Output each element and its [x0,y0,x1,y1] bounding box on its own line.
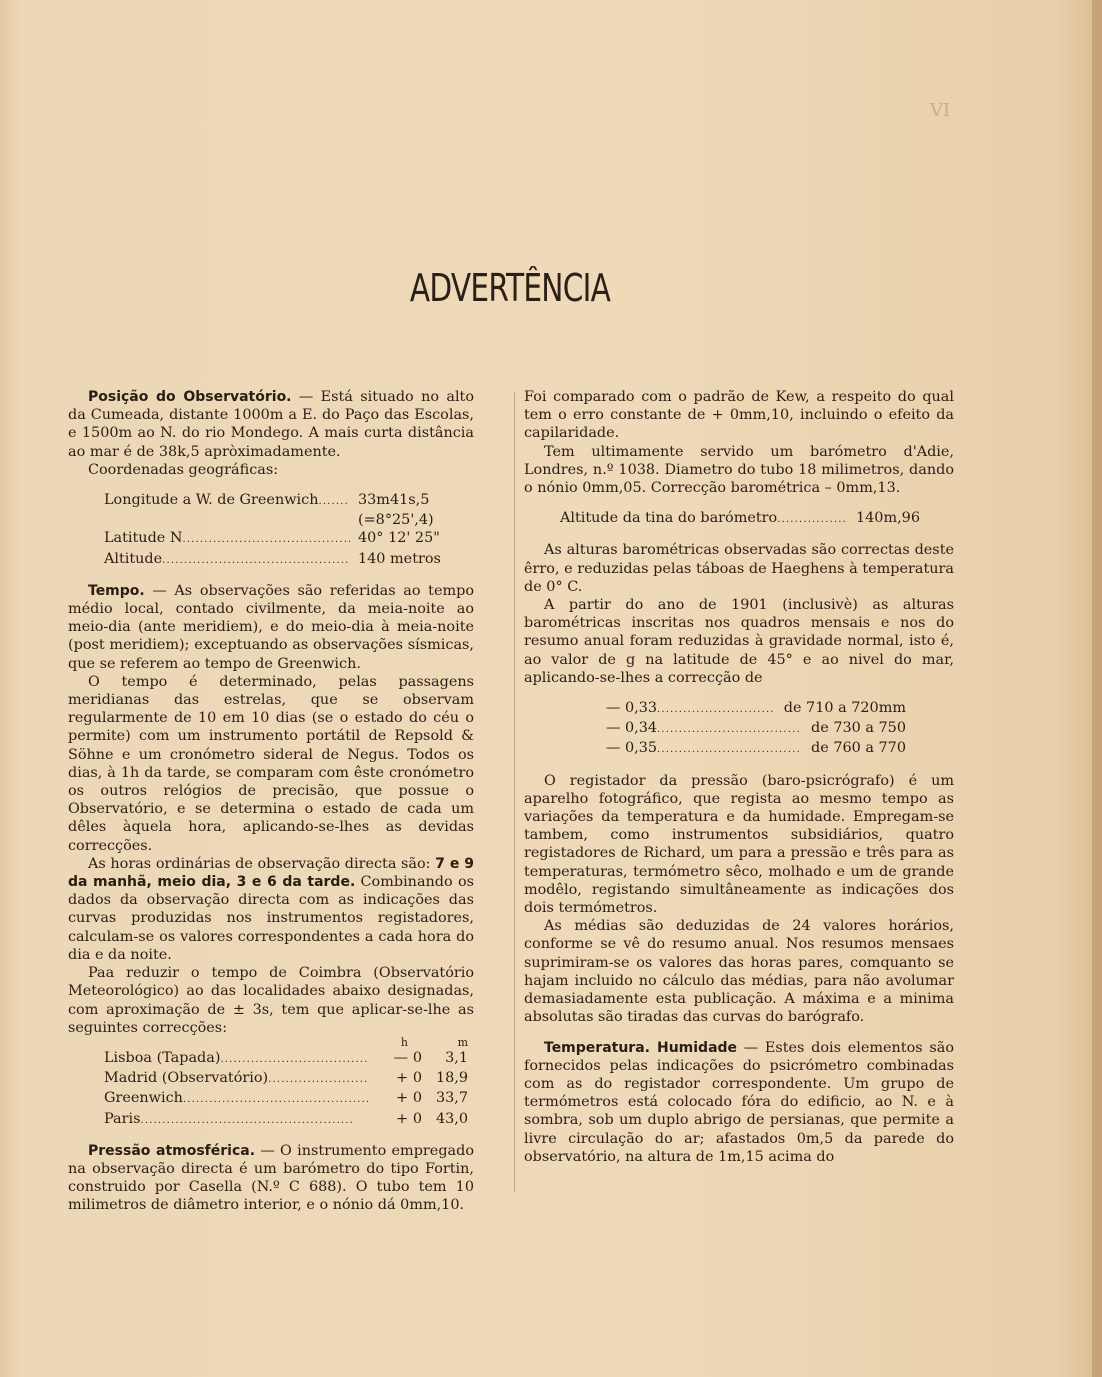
correction-hours: 0 [412,1090,422,1107]
gravity-row [606,739,906,759]
correction-minutes: 33,7 [435,1090,468,1107]
page-edge [1092,0,1102,1377]
altitude-label: Altitude da tina do barómetro [560,510,778,527]
gravity-row [606,719,906,739]
gravity-range: de 730 a 750 [811,720,906,737]
correction-sign: + [395,1110,408,1127]
right-column [524,388,954,1166]
paragraph-text: — Estes dois elementos são fornecidos pelas indicações do psicrómetro combinadas com as do registador correspondente. Um grupo de termómetros está colocado fóra do edificio, ao N. e à sombra, sob um duplo abrigo de persianas, que permite a livre circulação do ar; afastados 0m,5 da parede do observatório, na altura de 1m,15 acima do [524,1039,954,1165]
paragraph-position [68,388,474,461]
corrections-header [104,1037,468,1049]
correction-hours: 0 [412,1110,422,1127]
paragraph-text: Tem ultimamente servido um barómetro d'Adie, Londres, n.º 1038. Diametro do tubo 18 milimetros, dando o nónio 0mm,05. Correcção barométrica – 0mm,13. [524,443,954,497]
paragraph-text: Combinando os dados da observação directa com as indicações das curvas produzidas nos instrumentos registadores, calculam-se os valores correspondentes a cada hora do dia e da noite. [68,874,475,963]
section-heading: Temperatura. Humidade [544,1039,738,1056]
paragraph-hours [68,855,474,964]
correction-sign: + [395,1090,408,1107]
paragraph-text: As alturas barométricas observadas são correctas deste êrro, e reduzidas pelas táboas de Haeghens à temperatura de 0° C. [524,542,954,595]
correction-row [104,1069,468,1089]
coord-label: Longitude a W. de Greenwich [104,492,319,509]
correction-minutes: 3,1 [445,1049,468,1066]
correction-hours: 0 [412,1049,422,1066]
gravity-correction: — 0,33 [606,700,658,717]
altitude-value: 140m,96 [856,510,920,527]
correction-hours: 0 [412,1070,422,1087]
correction-minutes: 43,0 [435,1110,468,1127]
gravity-row [606,699,906,719]
left-column [68,388,474,1215]
coord-row [104,491,464,511]
gravity-range: de 710 a 720mm [783,700,906,717]
correction-place: Lisboa (Tapada) [104,1049,221,1066]
paragraph-temperature [524,1039,954,1166]
correction-row [104,1049,468,1069]
coord-value: 140 metros [358,550,441,567]
bold-text: 7 e 9 da manhã, meio dia, 3 e 6 da tarde. [68,855,474,891]
section-heading: Tempo. [88,582,145,599]
coord-title: Coordenadas geográficas: [88,461,279,478]
page-title: ADVERTÊNCIA [409,266,611,310]
gravity-correction: — 0,35 [606,740,658,757]
correction-sign: + [395,1070,408,1087]
section-heading: Pressão atmosférica. [88,1142,256,1159]
paragraph-text: O tempo é determinado, pelas passagens meridianas das estrelas, que se observam regularmente de 10 em 10 dias (se o estado do céu o permite) com um instrumento portátil de Repsold & Söhne e um cronómetro sideral de Negus. Todos os dias, à 1h da tarde, se comparam com êste cronómetro os outros relógios de precisão, que possue o Observatório, e se determina o estado de cada um dêles àquela hora, aplicando-se-lhes as devidas correcções. [68,673,474,854]
coord-value: 33m41s,5 [358,492,430,509]
page-number: VI [930,100,951,121]
correction-place: Paris [104,1110,141,1127]
paragraph-text: As médias são deduzidas de 24 valores horários, conforme se vê do resumo anual. Nos resumos mensaes suprimiram-se os valores das horas pares, comquanto se hajam incluido no cálculo das médias, para não avolumar demasiadamente esta publicação. A máxima e a minima absolutas são tiradas das curvas do barógrafo. [524,918,954,1026]
coord-row [104,550,464,570]
coord-label: Latitude N [104,530,183,547]
correction-row [104,1110,468,1130]
paragraph-text: — Está situado no alto da Cumeada, distante 1000m a E. do Paço das Escolas, e 1500m ao N. do rio Mondego. A mais curta distância ao mar é de 38k,5 apròximadamente. [68,389,474,460]
correction-minutes: 18,9 [435,1070,468,1087]
gravity-correction: — 0,34 [606,720,658,737]
coord-row [104,511,464,529]
column-divider [514,392,515,1192]
minutes-header: m [457,1035,468,1049]
section-heading: Posição do Observatório. [88,389,292,405]
paragraph-text: O registador da pressão (baro-psicrógrafo) é um aparelho fotográfico, que regista ao mesmo tempo as variações da temperatura e da humidade. Empregam-se tambem, como instrumentos subsidiários, quatro registadores de Richard, um para a pressão e três para as temperaturas, termómetro sêco, molhado e um de grande modêlo, registando simultâneamente as indicações dos dois termómetros. [524,772,954,917]
paragraph-pressure [68,1142,474,1215]
paragraph-text: A partir do ano de 1901 (inclusivè) as alturas barométricas inscritas nos quadros mensais e nos do resumo anual foram reduzidas à gravidade normal, isto é, ao valor de g na latitude de 45° e ao nivel do mar, aplicando-se-lhes a correcção de [524,597,954,686]
paragraph-text: As horas ordinárias de observação directa são: [88,855,436,872]
coord-label: Altitude [104,550,163,567]
paragraph-text: — As observações são referidas ao tempo médio local, contado civilmente, da meia-noite ao meio-dia (ante meridiem), e do meio-dia à meia-noite (post meridiem); exceptuando as observações sísmicas, que se referem ao tempo de Greenwich. [68,582,474,672]
correction-sign: — [393,1049,408,1066]
paragraph-text: Paa reduzir o tempo de Coimbra (Observatório Meteorológico) ao das localidades abaixo designadas, com aproximação de ± 3s, tem que aplicar-se-lhe as seguintes correcções: [68,965,474,1036]
paragraph-text: Foi comparado com o padrão de Kew, a respeito do qual tem o erro constante de + 0mm,10, incluindo o efeito da capilaridade. [524,389,954,442]
coord-row [104,529,464,549]
gravity-range: de 760 a 770 [811,740,906,757]
paragraph-text: — O instrumento empregado na observação directa é um barómetro do tipo Fortin, construido por Casella (N.º C 688). O tubo tem 10 milimetros de diâmetro interior, e o nónio dá 0mm,10. [68,1142,474,1214]
altitude-row [560,509,920,529]
paragraph-time [68,582,474,673]
hours-header: h [400,1035,408,1049]
correction-place: Greenwich [104,1090,183,1107]
correction-row [104,1089,468,1109]
correction-place: Madrid (Observatório) [104,1070,269,1087]
coord-value: (=8°25',4) [358,512,434,529]
coord-value: 40° 12' 25" [358,530,440,547]
